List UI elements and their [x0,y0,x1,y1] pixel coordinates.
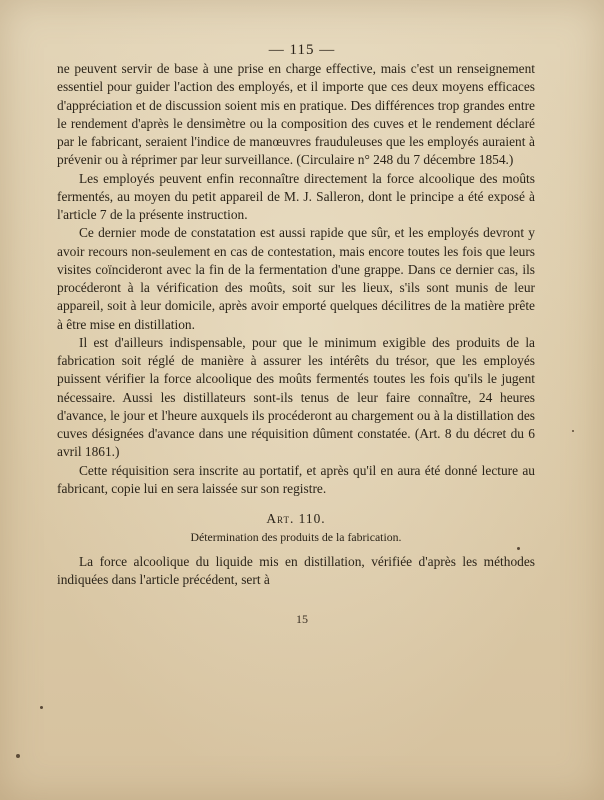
paragraph-5: Cette réquisition sera inscrite au portatif, et après qu'il en aura été donné lecture au fabricant, copie lui en sera laissée sur son registre. [57,462,535,496]
paper-speck [16,754,20,758]
paper-speck [40,706,43,709]
paragraph-3: Ce dernier mode de constatation est aussi rapide que sûr, et les employés devront y avoir recours non-seulement en cas de contestation, mais encore toutes les fois que leurs visites coïncideront avec la fin de la fermentation d'une grappe. Dans ce dernier cas, ils procéderont à la vérification des moûts, soit sur les lieux, s'ils sont munis de leur appareil, soit à leur domicile, après avoir emporté quelques décilitres de la matière prête à être mise en distillation. [57,225,535,332]
article-paragraph: La force alcoolique du liquide mis en distillation, vérifiée d'après les méthodes indiquées dans l'article précédent, sert à [57,553,535,587]
paper-speck [517,547,520,550]
signature-mark: 15 [296,612,308,626]
body-text [57,60,535,589]
paragraph-2: Les employés peuvent enfin reconnaître directement la force alcoolique des moûts fermentés, au moyen du petit appareil de M. J. Salleron, dont le principe a été exposé à l'article 7 de la présente instruction. [57,170,535,222]
article-title: Art. 110. [266,511,326,526]
paper-speck [572,430,574,432]
article-subtitle: Détermination des produits de la fabrication. [190,530,402,545]
paragraph-1: ne peuvent servir de base à une prise en charge effective, mais c'est un renseignement essentiel pour guider l'action des employés, et il importe que ces deux moyens efficaces d'appréciation et de discussion soient mis en pratique. Des différences trop grandes entre le rendement d'après le densimètre ou la composition des cuves et le rendement déclaré par le fabricant, seraient l'indice de manœuvres frauduleuses que les employés auraient à prévenir ou à réprimer par leur surveillance. (Circulaire n° 248 du 7 décembre 1854.) [57,61,535,168]
paragraph-4: Il est d'ailleurs indispensable, pour que le minimum exigible des produits de la fabrication soit réglé de manière à assurer les intérêts du trésor, que les employés puissent vérifier la force alcoolique des moûts fermentés toutes les fois qu'ils le jugent nécessaire. Aussi les distillateurs sont-ils tenus de leur faire connaître, 24 heures d'avance, le jour et l'heure auxquels ils procéderont au chargement ou à la distillation des cuves désignées d'avance dans une réquisition dûment constatée. (Art. 8 du décret du 6 avril 1861.) [57,334,535,460]
page-number-header: — 115 — [268,42,336,58]
